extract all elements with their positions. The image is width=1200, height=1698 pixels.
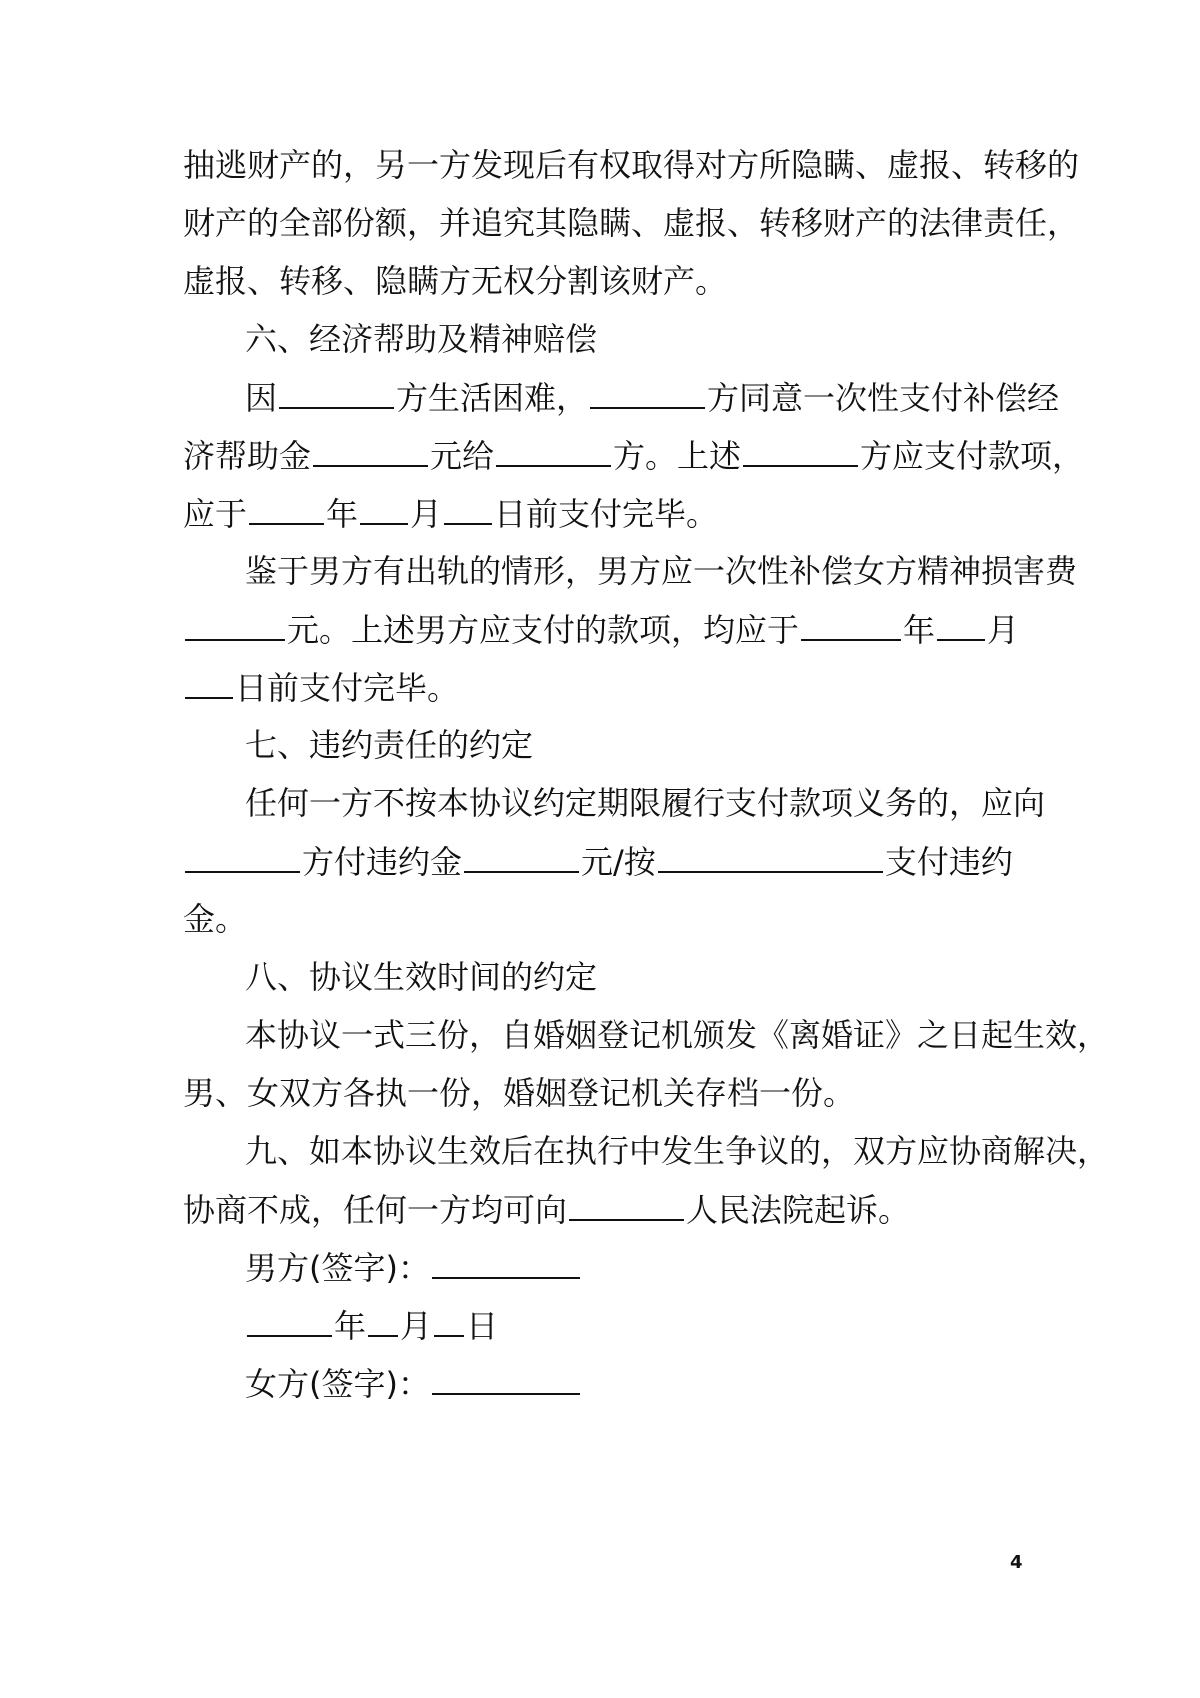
paragraph-line: 男、女双方各执一份，婚姻登记机关存档一份。 <box>183 1074 856 1112</box>
paragraph-line: 本协议一式三份，自婚姻登记机颁发《离婚证》之日起生效， <box>245 1016 1110 1054</box>
fill-blank <box>185 609 285 641</box>
page-number: 4 <box>1010 1552 1023 1573</box>
fill-blank <box>590 377 705 409</box>
paragraph-line: 应于 年 月 日前支付完毕。 <box>183 495 719 533</box>
paragraph-line: 鉴于男方有出轨的情形，男方应一次性补偿女方精神损害费 <box>245 552 1078 590</box>
paragraph-line: 抽逃财产的，另一方发现后有权取得对方所隐瞒、虚报、转移的 <box>183 146 1080 184</box>
fill-blank <box>360 493 408 525</box>
paragraph-line: 任何一方不按本协议约定期限履行支付款项义务的，应向 <box>245 784 1046 822</box>
fill-blank <box>247 1305 332 1337</box>
fill-blank <box>434 1305 464 1337</box>
fill-blank <box>801 609 901 641</box>
paragraph-line: 协商不成，任何一方均可向 人民法院起诉。 <box>183 1191 911 1229</box>
fill-blank <box>444 493 492 525</box>
section-heading-6: 六、经济帮助及精神赔偿 <box>245 320 598 358</box>
fill-blank <box>185 667 233 699</box>
date-line: 年 月 日 <box>0 1305 1200 1346</box>
signature-blank <box>432 1247 580 1279</box>
fill-blank <box>937 609 985 641</box>
fill-blank <box>368 1305 398 1337</box>
paragraph-line: 因 方生活困难， 方同意一次性支付补偿经 <box>245 379 1060 417</box>
paragraph-line: 金。 <box>183 900 248 938</box>
fill-blank <box>569 1189 684 1221</box>
fill-blank <box>279 377 394 409</box>
fill-blank <box>185 841 300 873</box>
paragraph-line: 方付违约金 元/按 支付违约 <box>0 841 1200 882</box>
paragraph-line: 日前支付完毕。 <box>0 667 1200 708</box>
fill-blank <box>249 493 324 525</box>
paragraph-line: 虚报、转移、隐瞒方无权分割该财产。 <box>183 262 728 300</box>
fill-blank <box>743 435 858 467</box>
male-signature-line: 男方(签字)： <box>0 1247 1200 1288</box>
section-heading-8: 八、协议生效时间的约定 <box>245 958 598 996</box>
signature-blank <box>432 1363 580 1395</box>
section-heading-9: 九、如本协议生效后在执行中发生争议的，双方应协商解决， <box>245 1132 1110 1170</box>
female-signature-line: 女方(签字)： <box>0 1363 1200 1404</box>
fill-blank <box>464 841 579 873</box>
paragraph-line: 济帮助金 元给 方。上述 方应支付款项， <box>183 437 1085 475</box>
paragraph-line: 元。上述男方应支付的款项，均应于 年 月 <box>0 609 1200 650</box>
fill-blank <box>658 841 883 873</box>
fill-blank <box>496 435 611 467</box>
paragraph-line: 财产的全部份额，并追究其隐瞒、虚报、转移财产的法律责任， <box>183 204 1080 242</box>
section-heading-7: 七、违约责任的约定 <box>245 726 534 764</box>
fill-blank <box>313 435 428 467</box>
